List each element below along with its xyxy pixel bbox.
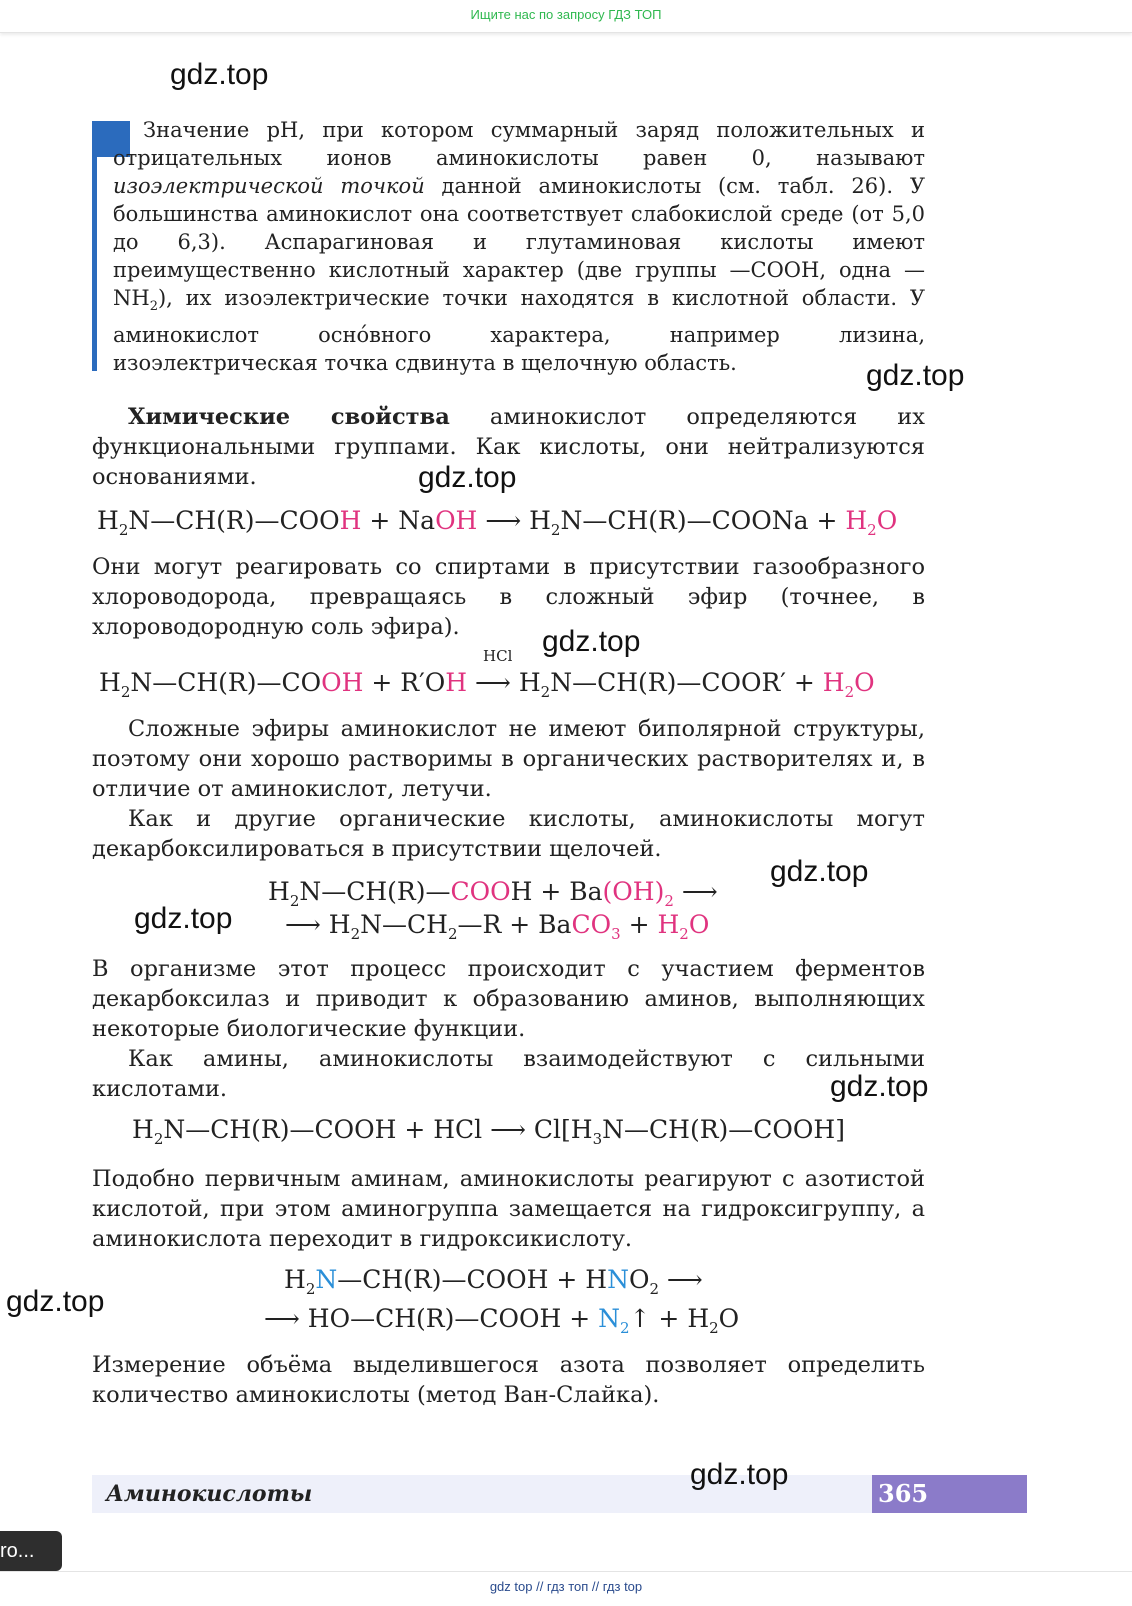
paragraph-esters: Сложные эфиры аминокислот не имеют биполярной структуры, поэтому они хорошо растворимы в органических растворителях и, в отличие от аминокислот, летучи. <box>92 716 925 802</box>
equation-neutralization: $H_2N—CH(R)—COOH$ + NaOH ⟶ $H_2N—CH(R)—COONa + H_2O$ <box>97 506 898 539</box>
watermark: gdz.top <box>418 461 517 494</box>
watermark: gdz.top <box>170 58 269 91</box>
paragraph-nitrous-acid: Подобно первичным аминам, аминокислоты реагируют с азотистой кислотой, при этом аминогруппа замещается на гидроксигруппу, а аминокислота переходит в гидроксикислоту. <box>92 1166 925 1252</box>
paragraph-alcohols: Они могут реагировать со спиртами в присутствии газообразного хлороводорода, превращаясь в сложный эфир (точнее, в хлороводородную соль эфира). <box>92 554 925 640</box>
watermark: gdz.top <box>134 902 233 935</box>
equation-decarboxylation-line2: ⟶ $H_2N—CH_2—R$ + BaCO$_3$ + $H_2O$ <box>285 910 710 943</box>
toast-popup[interactable]: ro... <box>0 1531 62 1571</box>
paragraph-organism: В организме этот процесс происходит с участием ферментов декарбоксилаз и приводит к образованию аминов, выполняющих некоторые биологические функции. <box>92 956 925 1042</box>
equation-decarboxylation-line1: $H_2N—CH(R)—COOH + Ba(OH)_2$ ⟶ <box>268 877 718 910</box>
paragraph-amines: Как амины, аминокислоты взаимодействуют с сильными кислотами. <box>92 1046 925 1102</box>
paragraph-van-slyke: Измерение объёма выделившегося азота позволяет определить количество аминокислоты (метод Ван-Слайка). <box>92 1352 925 1408</box>
top-search-banner <box>0 0 1132 33</box>
page-number: 365 <box>872 1475 1027 1513</box>
isoelectric-note: Значение pH, при котором суммарный заряд положительных и отрицательных ионов аминокислоты равен 0, называют изоэлектрической точкой данной аминокислоты (см. табл. 26). У большинства аминокислот она соответствует слабокислой среде (от 5,0 до 6,3). Аспарагиновая и глутаминовая кислоты имеют преимущественно кислотный характер (две группы —COOH, одна $—NH_2$), их изоэлектрические точки находятся в кислотной области. У аминокислот осно́вного характера, например лизина, изоэлектрическая точка сдвинута в щелочную область. <box>113 118 925 376</box>
watermark: gdz.top <box>690 1458 789 1491</box>
bottom-links-text[interactable]: gdz top // гдз топ // гдз top <box>489 1579 643 1594</box>
chapter-title: Аминокислоты <box>106 1481 313 1507</box>
note-box-bar <box>92 121 97 371</box>
equation-hcl: $H_2N—CH(R)—COOH$ + HCl ⟶ $Cl[H_3N—CH(R)—COOH]$ <box>132 1115 845 1148</box>
watermark: gdz.top <box>866 359 965 392</box>
bottom-links-bar <box>0 1571 1132 1606</box>
search-hint-text: Ищите нас по запросу ГДЗ ТОП <box>470 7 662 22</box>
equation-nitrous-line1: $H_2N—CH(R)—COOH + HNO_2$ ⟶ <box>284 1265 703 1298</box>
paragraph-decarboxylation: Как и другие органические кислоты, аминокислоты могут декарбоксилироваться в присутствии щелочей. <box>92 806 925 862</box>
watermark: gdz.top <box>770 855 869 888</box>
paragraph-chemical-properties: Химические свойства аминокислот определяются их функциональными группами. Как кислоты, они нейтрализуются основаниями. <box>92 404 925 490</box>
equation-esterification: $H_2N—CH(R)—COOH + R'OH$ HCl ⟶ $H_2N—CH(R)—COOR' + H_2O$ <box>99 647 875 701</box>
watermark: gdz.top <box>6 1285 105 1318</box>
watermark: gdz.top <box>830 1070 929 1103</box>
equation-nitrous-line2: ⟶ HO—CH(R)—COOH + $N_2↑ + H_2O$ <box>264 1304 740 1337</box>
catalyst-label: HCl <box>483 647 513 665</box>
watermark: gdz.top <box>542 625 641 658</box>
